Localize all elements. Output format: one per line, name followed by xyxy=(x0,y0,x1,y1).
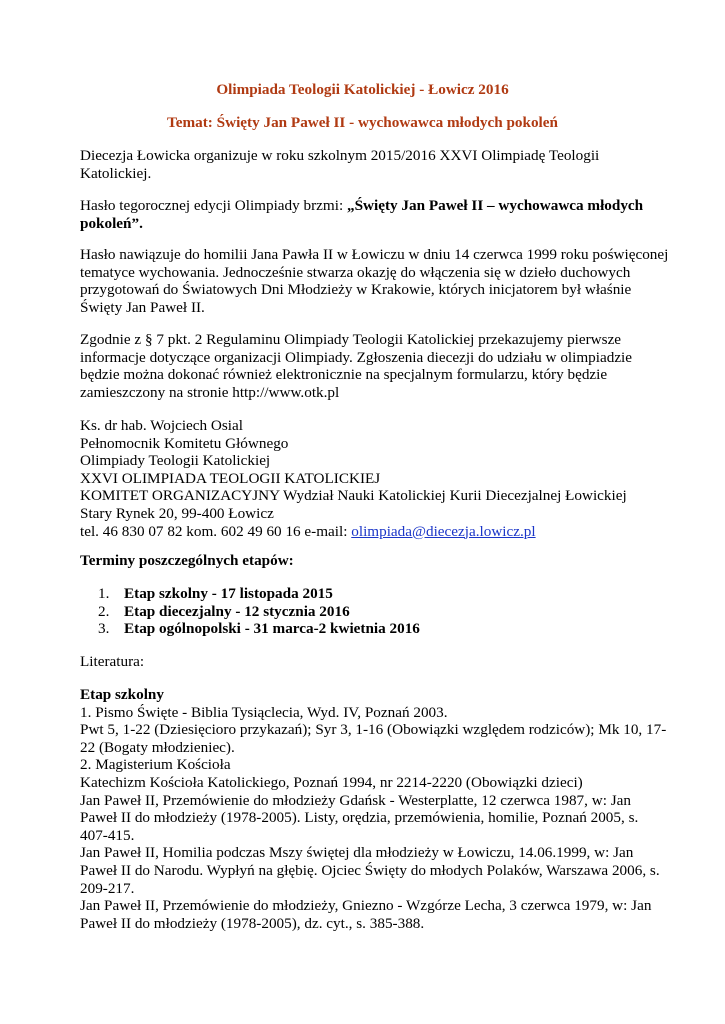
text-line: przygotowań do Światowych Dni Młodzieży w Krakowie, których inicjatorem był właśnie xyxy=(80,281,632,299)
contact-prefix: tel. 46 830 07 82 kom. 602 49 60 16 e-mail: xyxy=(80,522,352,540)
terms-list xyxy=(98,585,598,638)
literature-line: Paweł II do Narodu. Wypłyń na głębię. Ojciec Święty do młodych Polaków, Warszawa 2006, s. xyxy=(80,861,660,879)
text-line: informacje dotyczące organizacji Olimpiady. Zgłoszenia diecezji do udziału w olimpiadzie xyxy=(80,348,633,366)
signature-line: Ks. dr hab. Wojciech Osial xyxy=(80,417,243,434)
signature-line: Pełnomocnik Komitetu Głównego xyxy=(80,434,289,452)
list-text: Etap ogólnopolski - 31 marca-2 kwietnia 2016 xyxy=(124,620,420,638)
motto-bold-continued: pokoleń”. xyxy=(80,214,143,232)
document-topic: Temat: Święty Jan Paweł II - wychowawca młodych pokoleń xyxy=(167,114,558,131)
contact-line xyxy=(80,523,650,541)
terms-heading: Terminy poszczególnych etapów: xyxy=(80,552,294,569)
intro-paragraph-4 xyxy=(80,331,650,401)
literature-line: Katechizm Kościoła Katolickiego, Poznań 1994, nr 2214-2220 (Obowiązki dzieci) xyxy=(80,773,583,791)
literature-line: 407-415. xyxy=(80,826,135,844)
text-line xyxy=(80,197,650,215)
list-item xyxy=(98,585,598,603)
list-number: 2. xyxy=(98,602,110,620)
literature-line: Jan Paweł II, Przemówienie do młodzieży, Gniezno - Wzgórze Lecha, 3 czerwca 1979, w: Jan xyxy=(80,897,652,915)
list-item xyxy=(98,620,598,638)
literature-line: 1. Pismo Święte - Biblia Tysiąclecia, Wyd. IV, Poznań 2003. xyxy=(80,703,448,721)
list-item xyxy=(98,603,598,621)
literature-line: 209-217. xyxy=(80,879,135,897)
literature-line: 2. Magisterium Kościoła xyxy=(80,756,231,774)
literature-line: 22 (Bogaty młodzieniec). xyxy=(80,738,235,756)
intro-paragraph-3 xyxy=(80,246,669,316)
email-link[interactable]: olimpiada@diecezja.lowicz.pl xyxy=(351,522,536,540)
literature-line: Pwt 5, 1-22 (Dziesięcioro przykazań); Syr 3, 1-16 (Obowiązki względem rodziców); Mk 10, 17- xyxy=(80,721,667,739)
signature-line: Stary Rynek 20, 99-400 Łowicz xyxy=(80,504,274,522)
motto-bold: „Święty Jan Paweł II – wychowawca młodych xyxy=(346,197,644,214)
text-line: Hasło nawiązuje do homilii Jana Pawła II w Łowiczu w dniu 14 czerwca 1999 roku poświęconej xyxy=(80,246,669,263)
intro-paragraph-2 xyxy=(80,197,650,232)
list-number: 3. xyxy=(98,620,110,638)
signature-line: XXVI OLIMPIADA TEOLOGII KATOLICKIEJ xyxy=(80,469,381,487)
text-line: Zgodnie z § 7 pkt. 2 Regulaminu Olimpiady Teologii Katolickiej przekazujemy pierwsze xyxy=(80,331,622,348)
text-line: Diecezja Łowicka organizuje w roku szkolnym 2015/2016 XXVI Olimpiadę Teologii xyxy=(80,147,600,164)
literature-heading: Literatura: xyxy=(80,653,145,670)
list-text: Etap szkolny - 17 listopada 2015 xyxy=(124,585,333,602)
text-line: zamieszczony na stronie http://www.otk.pl xyxy=(80,383,340,401)
signature-line: Olimpiady Teologii Katolickiej xyxy=(80,452,271,470)
text-line: Święty Jan Paweł II. xyxy=(80,298,205,316)
list-text: Etap diecezjalny - 12 stycznia 2016 xyxy=(124,602,350,620)
list-number: 1. xyxy=(98,585,110,602)
text-line: będzie można dokonać również elektronicznie na specjalnym formularzu, który będzie xyxy=(80,366,608,384)
school-stage-heading: Etap szkolny xyxy=(80,686,164,703)
text-line: tematyce wychowania. Jednocześnie stwarza okazję do włączenia się w dzieło duchowych xyxy=(80,263,631,281)
literature-school-section xyxy=(80,686,667,932)
signature-line: KOMITET ORGANIZACYJNY Wydział Nauki Katolickiej Kurii Diecezjalnej Łowickiej xyxy=(80,487,627,505)
literature-line: Jan Paweł II, Homilia podczas Mszy świętej dla młodzieży w Łowiczu, 14.06.1999, w: Jan xyxy=(80,844,634,862)
text-line: Katolickiej. xyxy=(80,164,152,182)
intro-paragraph-1 xyxy=(80,147,650,182)
literature-line: Paweł II do młodzieży (1978-2005). Listy, orędzia, przemówienia, homilie, Poznań 2005, s. xyxy=(80,809,639,827)
motto-prefix: Hasło tegorocznej edycji Olimpiady brzmi: xyxy=(80,197,347,214)
literature-line: Paweł II do młodzieży (1978-2005), dz. cyt., s. 385-388. xyxy=(80,914,425,932)
document-title: Olimpiada Teologii Katolickiej - Łowicz 2016 xyxy=(216,81,509,98)
signature-block xyxy=(80,417,650,540)
literature-line: Jan Paweł II, Przemówienie do młodzieży Gdańsk - Westerplatte, 12 czerwca 1987, w: Jan xyxy=(80,791,631,809)
